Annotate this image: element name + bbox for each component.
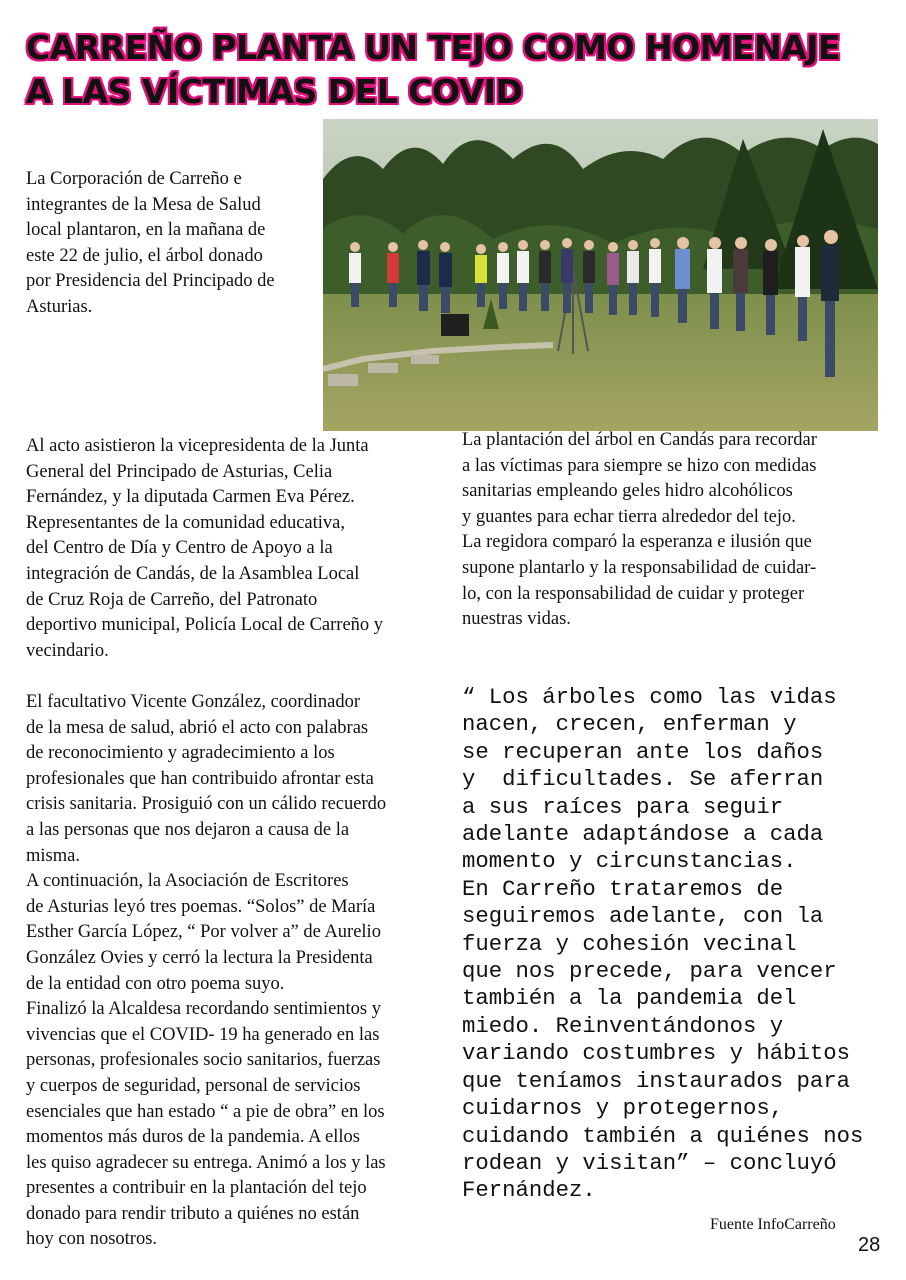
quote-line: adelante adaptándose a cada [462, 821, 824, 848]
quote-line: que nos precede, para vencer [462, 958, 837, 985]
text-line: nuestras vidas. [462, 609, 571, 630]
text-line: Finalizó la Alcaldesa recordando sentimientos y [26, 999, 381, 1020]
text-line: El facultativo Vicente González, coordinador [26, 692, 360, 712]
planting-paragraph [462, 428, 817, 633]
text-line: A continuación, la Asociación de Escritores [26, 871, 349, 892]
text-line: donado para rendir tributo a quiénes no están [26, 1203, 360, 1224]
text-line: este 22 de julio, el árbol donado [26, 245, 263, 266]
text-line: Asturias. [26, 296, 93, 317]
text-line: a las víctimas para siempre se hizo con medidas [462, 455, 817, 476]
text-line: Representantes de la comunidad educativa, [26, 512, 345, 533]
text-line: les quiso agradecer su entrega. Animó a los y las [26, 1152, 386, 1173]
quote-line: que teníamos instaurados para [462, 1067, 851, 1094]
mayor-quote [462, 684, 863, 1205]
quote-line: cuidando también a quiénes nos [462, 1122, 864, 1149]
text-line: vecindario. [26, 640, 109, 661]
text-line: momentos más duros de la pandemia. A ellos [26, 1127, 360, 1148]
attendees-paragraph [26, 434, 383, 664]
quote-line: cuidarnos y protegernos, [462, 1095, 784, 1122]
text-line: esenciales que han estado “ a pie de obra” en los [26, 1101, 385, 1122]
quote-line: nacen, crecen, enferman y [462, 711, 797, 738]
quote-line: también a la pandemia del [462, 985, 797, 1012]
text-line: integración de Candás, de la Asamblea Local [26, 563, 360, 584]
quote-line: fuerza y cohesión vecinal [462, 930, 797, 957]
intro-paragraph [26, 167, 275, 321]
text-line: y guantes para echar tierra alrededor del tejo. [462, 506, 796, 527]
text-line: de Cruz Roja de Carreño, del Patronato [26, 589, 318, 610]
quote-line: rodean y visitan” – concluyó [462, 1149, 837, 1176]
quote-line: En Carreño trataremos de [462, 875, 784, 902]
text-line: lo, con la responsabilidad de cuidar y proteger [462, 583, 805, 604]
quote-line: “ Los árboles como las vidas [462, 684, 837, 710]
text-line: La plantación del árbol en Candás para recordar [462, 430, 817, 450]
text-line: de Asturias leyó tres poemas. “Solos” de María [26, 896, 376, 917]
text-line: profesionales que han contribuido afrontar esta [26, 768, 374, 789]
quote-line: a sus raíces para seguir [462, 793, 784, 820]
text-line: Al acto asistieron la vicepresidenta de la Junta [26, 436, 369, 456]
text-line: de la mesa de salud, abrió el acto con palabras [26, 717, 369, 738]
photo-illustration [323, 119, 878, 431]
text-line: y cuerpos de seguridad, personal de servicios [26, 1075, 361, 1096]
quote-line: Fernández. [462, 1177, 596, 1204]
text-line: local plantaron, en la mañana de [26, 220, 266, 241]
quote-line: momento y circunstancias. [462, 848, 797, 875]
text-line: presentes a contribuir en la plantación del tejo [26, 1178, 367, 1199]
text-line: deportivo municipal, Policía Local de Carreño y [26, 615, 384, 636]
text-line: Fernández, y la diputada Carmen Eva Pérez. [26, 487, 355, 508]
ceremony-paragraph [26, 690, 386, 1253]
text-line: González Ovies y cerró la lectura la Presidenta [26, 947, 373, 968]
text-line: a las personas que nos dejaron a causa de la [26, 819, 350, 840]
text-line: por Presidencia del Principado de [26, 271, 275, 292]
text-line: hoy con nosotros. [26, 1229, 158, 1250]
text-line: de reconocimiento y agradecimiento a los [26, 743, 335, 764]
text-line: Esther García López, “ Por volver a” de Aurelio [26, 922, 381, 943]
text-line: vivencias que el COVID- 19 ha generado en las [26, 1024, 380, 1045]
article-title [26, 26, 886, 114]
event-photo [323, 119, 878, 431]
text-line: de la entidad con otro poema suyo. [26, 973, 285, 994]
quote-line: variando costumbres y hábitos [462, 1040, 851, 1067]
quote-line: y dificultades. Se aferran [462, 766, 824, 793]
page-number: 28 [858, 1234, 881, 1256]
text-line: supone plantarlo y la responsabilidad de cuidar- [462, 557, 817, 578]
text-line: General del Principado de Asturias, Celia [26, 461, 333, 482]
quote-line: miedo. Reinventándonos y [462, 1012, 784, 1039]
source-credit: Fuente InfoCarreño [710, 1216, 836, 1233]
title-line: A LAS VÍCTIMAS DEL COVID [26, 72, 523, 111]
text-line: La Corporación de Carreño e [26, 169, 242, 189]
text-line: crisis sanitaria. Prosiguió con un cálido recuerdo [26, 794, 387, 815]
text-line: sanitarias empleando geles hidro alcohólicos [462, 481, 793, 502]
text-line: integrantes de la Mesa de Salud [26, 194, 261, 215]
text-line: personas, profesionales socio sanitarios, fuerzas [26, 1050, 381, 1071]
title-line: CARREÑO PLANTA UN TEJO COMO HOMENAJE [26, 28, 841, 67]
text-line: del Centro de Día y Centro de Apoyo a la [26, 538, 333, 559]
text-line: La regidora comparó la esperanza e ilusión que [462, 532, 812, 553]
quote-line: seguiremos adelante, con la [462, 903, 824, 930]
quote-line: se recuperan ante los daños [462, 738, 824, 765]
text-line: misma. [26, 845, 80, 866]
